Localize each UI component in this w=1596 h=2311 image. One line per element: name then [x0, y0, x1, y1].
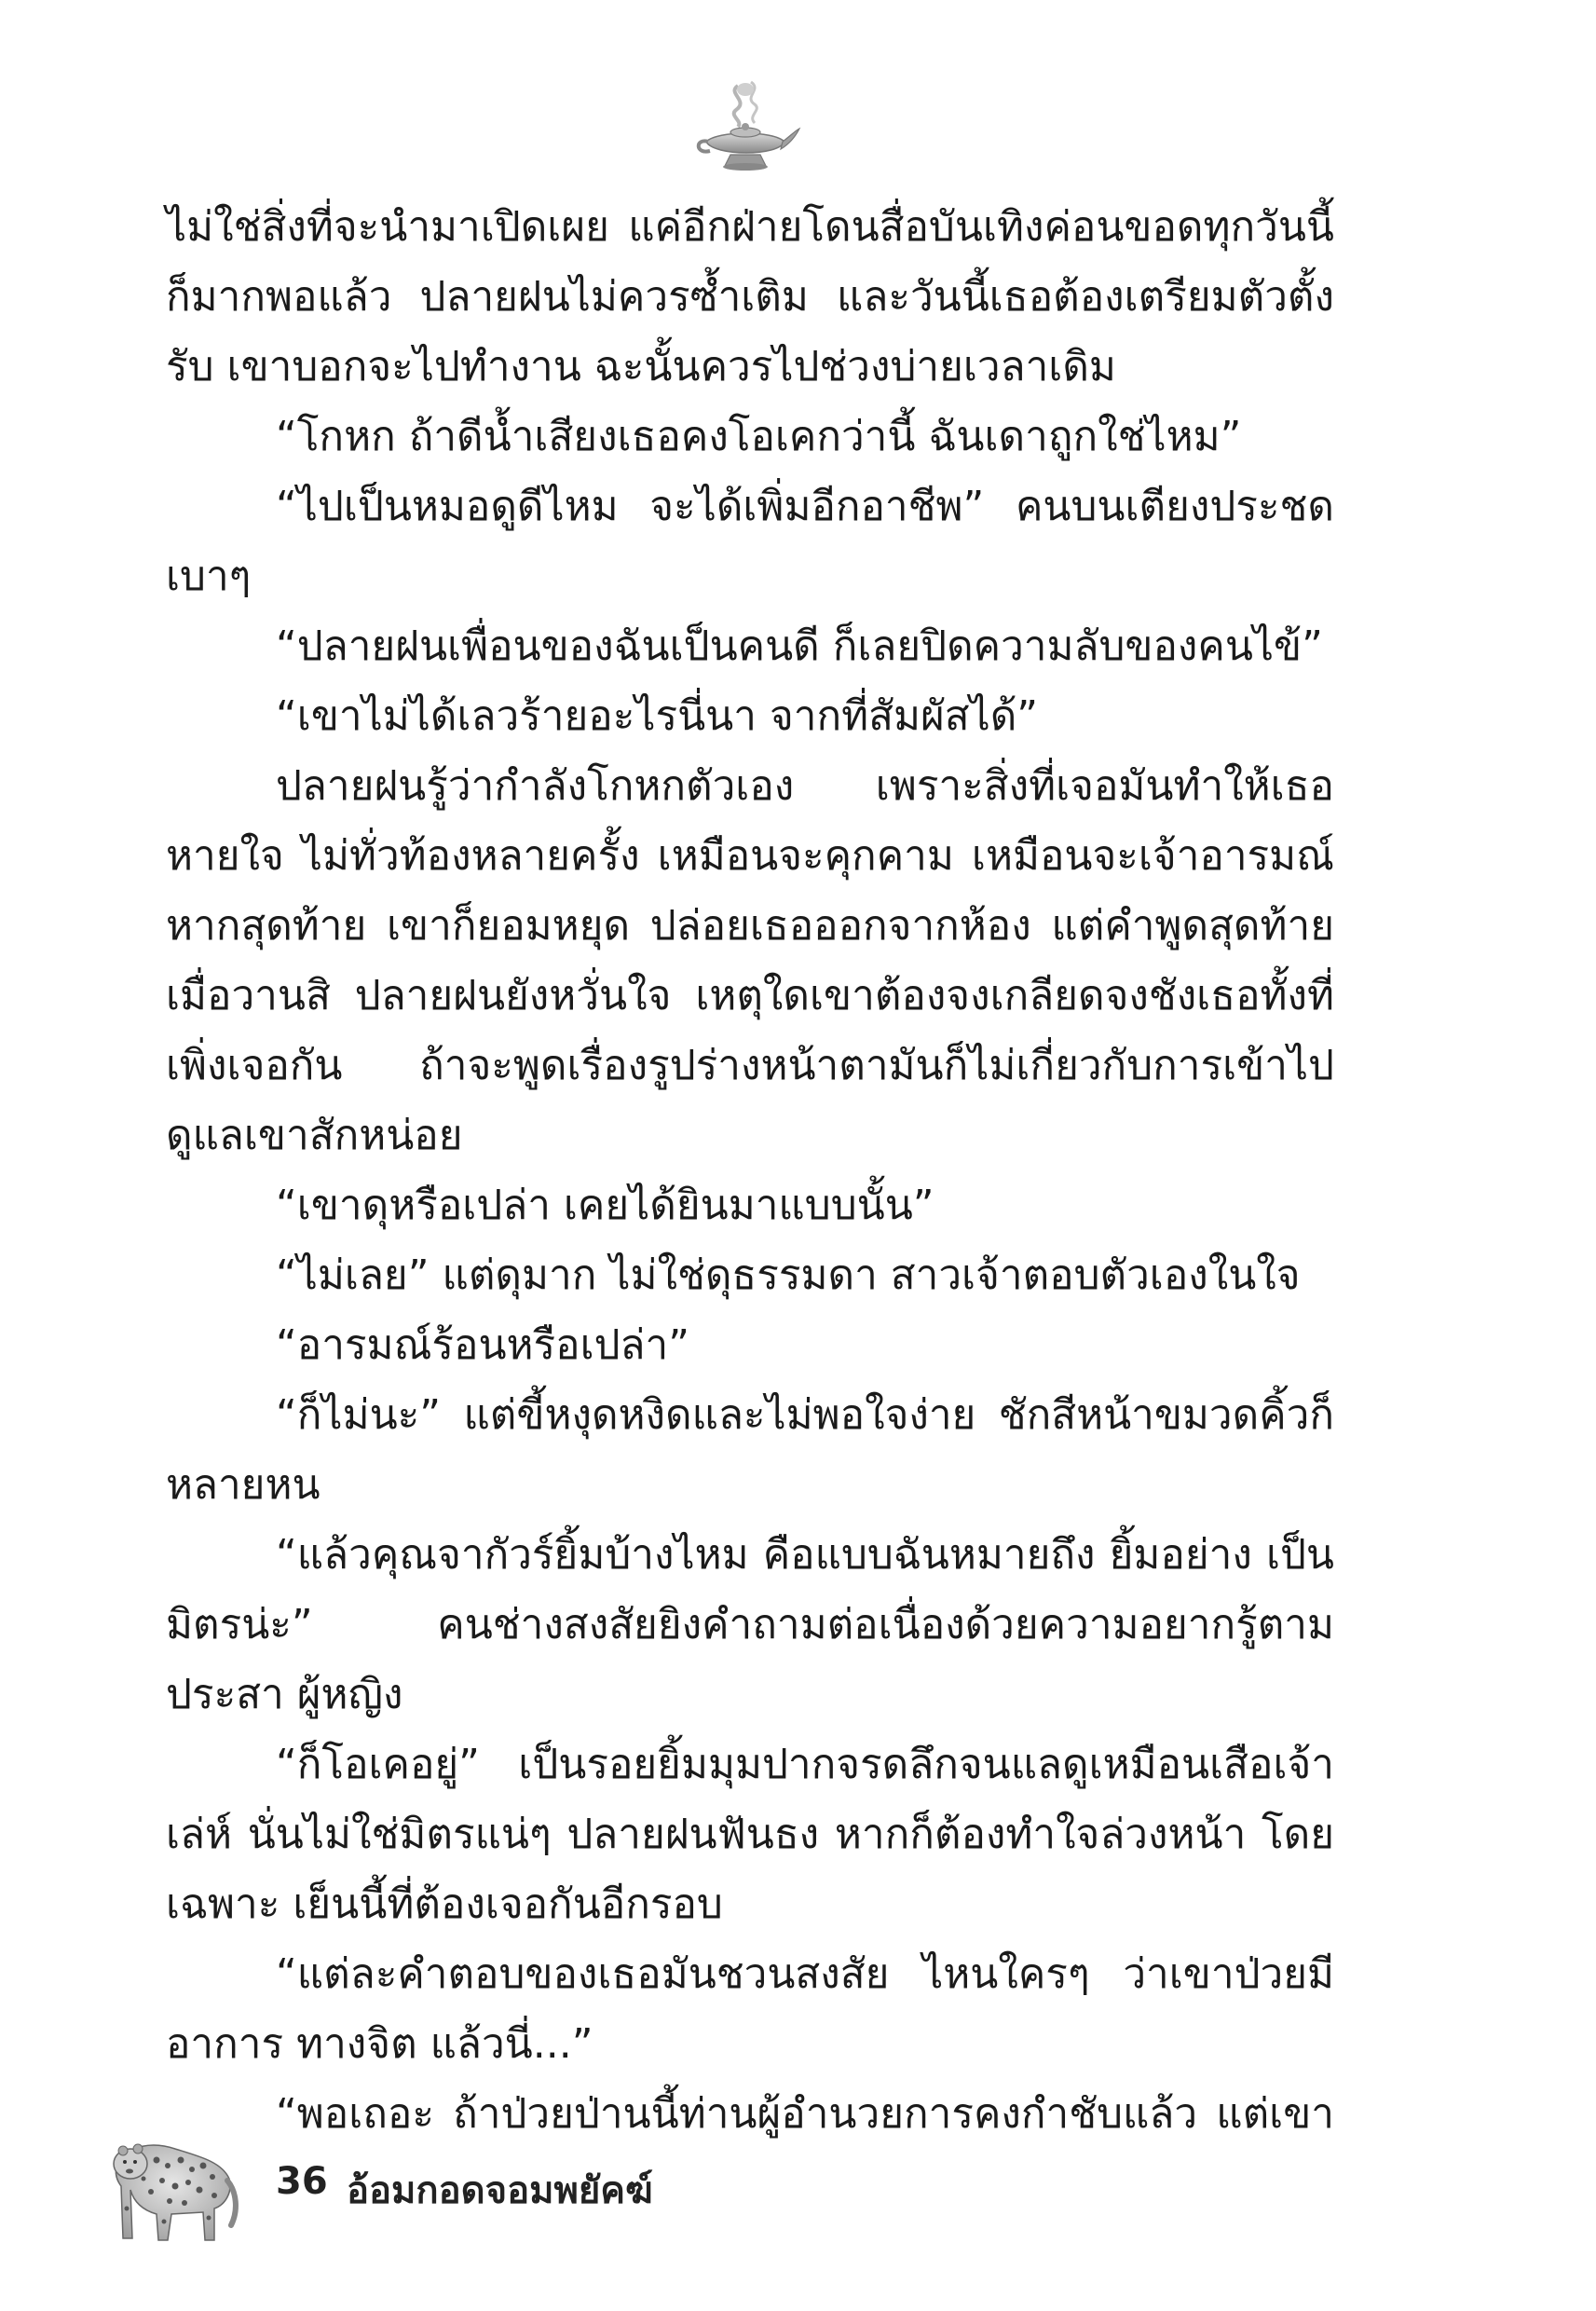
paragraph: “แต่ละคำตอบของเธอมันชวนสงสัย ไหนใครๆ ว่าเขาป่วยมีอาการ ทางจิต แล้วนี่...”: [166, 1950, 1334, 2068]
paragraph: “แล้วคุณจากัวร์ยิ้มบ้างไหม คือแบบฉันหมายถึง ยิ้มอย่าง เป็นมิตรน่ะ” คนช่างสงสัยยิงคำถามต่อเนื่องด้วยความอยากรู้ตามประสา ผู้หญิง: [166, 1531, 1334, 1718]
paragraph: “อารมณ์ร้อนหรือเปล่า”: [276, 1321, 690, 1369]
paragraph: “พอเถอะ ถ้าป่วยป่านนี้ท่านผู้อำนวยการคงกำชับแล้ว แต่เขา: [276, 2090, 1334, 2138]
genie-lamp-icon: [689, 76, 801, 179]
leopard-icon: [110, 2125, 240, 2248]
paragraph: “ไม่เลย” แต่ดุมาก ไม่ใช่ดุธรรมดา สาวเจ้าตอบตัวเองในใจ: [276, 1251, 1301, 1299]
page-footer: [110, 2125, 762, 2255]
paragraph: “โกหก ถ้าดีน้ำเสียงเธอคงโอเคกว่านี้ ฉันเดาถูกใช่ไหม”: [276, 413, 1242, 460]
paragraph: “ก็ไม่นะ” แต่ขี้หงุดหงิดและไม่พอใจง่าย ชักสีหน้าขมวดคิ้วก็ หลายหน: [166, 1391, 1334, 1509]
paragraph: “ไปเป็นหมอดูดีไหม จะได้เพิ่มอีกอาชีพ” คนบนเตียงประชดเบาๆ: [166, 483, 1334, 600]
body-text: [166, 192, 1334, 2219]
book-title: อ้อมกอดจอมพยัคฆ์: [347, 2169, 653, 2212]
page-number: 36: [276, 2160, 328, 2203]
paragraph: “เขาไม่ได้เลวร้ายอะไรนี่นา จากที่สัมผัสได้”: [276, 692, 1039, 740]
paragraph: ไม่ใช่สิ่งที่จะนำมาเปิดเผย แค่อีกฝ่ายโดนสื่อบันเทิงค่อนขอดทุกวันนี้ ก็มากพอแล้ว ปลายฝนไม่ควรซ้ำเติม และวันนี้เธอต้องเตรียมตัวตั้งรับ เขาบอกจะไปทำงาน ฉะนั้นควรไปช่วงบ่ายเวลาเดิม: [166, 203, 1334, 390]
paragraph: ปลายฝนรู้ว่ากำลังโกหกตัวเอง เพราะสิ่งที่เจอมันทำให้เธอหายใจ ไม่ทั่วท้องหลายครั้ง เหมือนจะคุกคาม เหมือนจะเจ้าอารมณ์ หากสุดท้าย เขาก็ยอมหยุด ปล่อยเธอออกจากห้อง แต่คำพูดสุดท้ายเมื่อวานสิ ปลายฝนยังหวั่นใจ เหตุใดเขาต้องจงเกลียดจงชังเธอทั้งที่เพิ่งเจอกัน ถ้าจะพูดเรื่องรูปร่างหน้าตามันก็ไม่เกี่ยวกับการเข้าไปดูแลเขาสักหน่อย: [166, 762, 1334, 1159]
paragraph: “ปลายฝนเพื่อนของฉันเป็นคนดี ก็เลยปิดความลับของคนไข้”: [276, 622, 1323, 670]
paragraph: “ก็โอเคอยู่” เป็นรอยยิ้มมุมปากจรดลึกจนแลดูเหมือนเสือเจ้าเล่ห์ นั่นไม่ใช่มิตรแน่ๆ ปลายฝนฟันธง หากก็ต้องทำใจล่วงหน้า โดยเฉพาะ เย็นนี้ที่ต้องเจอกันอีกรอบ: [166, 1741, 1334, 1928]
paragraph: “เขาดุหรือเปล่า เคยได้ยินมาแบบนั้น”: [276, 1182, 934, 1229]
